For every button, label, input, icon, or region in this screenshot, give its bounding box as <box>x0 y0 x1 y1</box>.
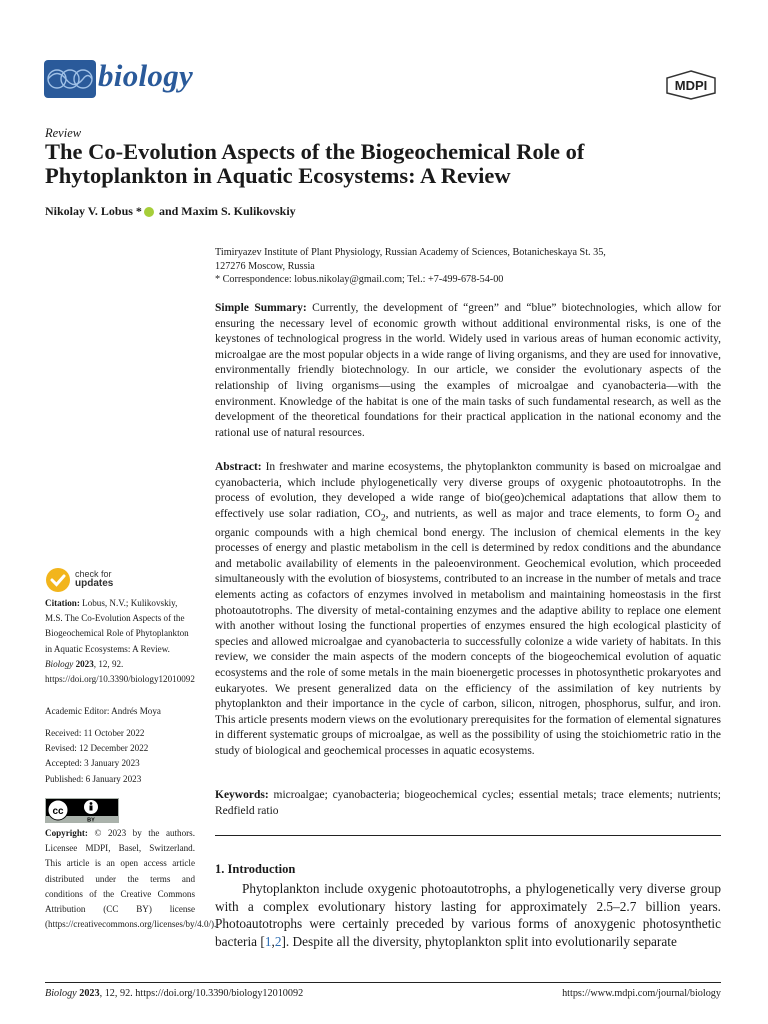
introduction-text <box>215 880 721 950</box>
footer-citation <box>45 988 303 999</box>
footer-year: 2023 <box>76 988 100 999</box>
footer-divider <box>45 982 721 983</box>
reference-link[interactable]: 2 <box>274 933 282 949</box>
check-updates-icon <box>45 567 71 593</box>
mdpi-logo-icon <box>665 70 717 100</box>
copyright-text: © 2023 by the authors. Licensee MDPI, Basel, Switzerland. This article is an open access article distributed under the terms and conditions of the Creative Commons Attribution (CC BY) license (https://creativecommons.org/licenses/by/4.0/). <box>45 828 217 930</box>
article-dates <box>45 726 195 787</box>
abstract <box>215 460 721 760</box>
article-title: The Co-Evolution Aspects of the Biogeochemical Role of Phytoplankton in Aquatic Ecosystems: A Review <box>45 139 585 188</box>
introduction-heading: 1. Introduction <box>215 862 296 876</box>
keywords <box>215 788 721 819</box>
subscript: 2 <box>380 512 386 524</box>
publisher-name: MDPI <box>674 78 708 93</box>
simple-summary-text: Currently, the development of “green” and “blue” biotechnologies, which allow for ensuring the necessary level of economic growth without additional environmental risks, is one of the keystones of technological progress in the world. Widely used in various areas of human economic activity, microalgae are the most popular objects in a wide range of living organisms, and they are used for innovative, environmentally friendly biotechnology. In our article, we consider the evolutionary aspects of the relationship of living organisms—using the examples of microalgae and cyanobacteria—with the environment. Knowledge of the habitat is one of the main tasks of such fundamental research, as well as the development of the theoretical foundations for their practical application in the national economy and the rational use of natural resources. <box>215 302 722 439</box>
reference-link[interactable]: 1 <box>264 933 272 949</box>
simple-summary-label: Simple Summary: <box>215 302 307 314</box>
footer-doi[interactable]: , 12, 92. https://doi.org/10.3390/biology12010092 <box>99 988 304 999</box>
section-divider <box>215 835 721 836</box>
affiliation-line: Timiryazev Institute of Plant Physiology, Russian Academy of Sciences, Botanicheskaya St. 35, <box>215 247 606 258</box>
check-line: check for <box>75 569 112 579</box>
article-type: Review <box>45 126 82 140</box>
check-for-updates-button[interactable] <box>45 566 165 594</box>
journal-name: biology <box>98 58 194 93</box>
date-accepted: Accepted: 3 January 2023 <box>45 758 140 769</box>
svg-text:cc: cc <box>52 806 64 817</box>
date-published: Published: 6 January 2023 <box>45 773 142 784</box>
abstract-text: In freshwater and marine ecosystems, the phytoplankton community is based on microalgae and cyanobacteria, which include phylogenetically very diverse groups of oxygenic photoautotrophs. In the process of evolution, they developed a wide range of bio(geo)chemical adaptations that allow them to effectively use solar radiation, CO <box>215 461 721 520</box>
author-separator: and <box>155 204 182 218</box>
author-name[interactable]: Maxim S. Kulikovskiy <box>181 204 296 218</box>
intro-text: Phytoplankton include oxygenic photoautotrophs, a phylogenetically very diverse group with a complex evolutionary history lasting for approximately 2.5–2.7 billion years. Photoautotrophs were certainly preceded by various forms of anoxygenic photosynthetic bacteria [ <box>215 881 721 949</box>
academic-editor: Academic Editor: Andrés Moya <box>45 706 161 716</box>
check-line: updates <box>75 578 114 589</box>
orcid-icon[interactable] <box>144 207 154 217</box>
abstract-text: and organic compounds with a high chemical bond energy. The inclusion of chemical elements in the key processes of energy and plastic metabolism in the cell is determined by redox conditions and the abundance and metabolic availability of elements in the paleoenvironment. Geochemical evolution, which proceeded simultaneously with the evolution of biosystems, contributed to an increase in the number of metals and trace elements acting as cofactors of enzymes involved in metabolism and maintaining homeostasis in the first photoautotrophs. The diversity of metal-containing enzymes and the adaptive ability to replace one element with another without losing the functional properties of enzymes ensured the high ecological plasticity of species and allowed microalgae and cyanobacteria to successfully colonize a wide variety of habitats. In this review, we consider the main aspects of the modern concepts of the biogeochemical evolution of aquatic ecosystems and the role of some metals in the main bioenergetic processes in photosynthetic prokaryotes and eukaryotes. We present generalized data on the efficiency of the assimilation of key nutrients by phytoplankton and their importance in the cycle of carbon, silicon, nitrogen, phosphorus, sulfur, and iron. This article presents modern views on the evolutionary prerequisites for the formation of elemental signatures in different systematic groups of microalgae, as well as the possibility of using the stoichiometric ratio in the study of biological and geochemical processes in aquatic ecosystems. <box>215 507 721 757</box>
simple-summary <box>215 301 721 441</box>
citation-doi-link[interactable]: , 12, 92. https://doi.org/10.3390/biology12010092 <box>45 658 195 685</box>
author-list <box>45 204 296 219</box>
copyright <box>45 826 217 932</box>
ref-separator: , <box>271 933 275 949</box>
cc-by-license-icon[interactable] <box>45 798 119 823</box>
subscript: 2 <box>694 512 700 524</box>
keywords-text: microalgae; cyanobacteria; biogeochemical cycles; essential metals; trace elements; nutrients; Redfield ratio <box>215 789 721 817</box>
citation <box>45 596 195 687</box>
citation-text: Lobus, N.V.; Kulikovskiy, M.S. The Co-Evolution Aspects of the Biogeochemical Role of Phytoplankton in Aquatic Ecosystems: A Review. <box>45 598 189 654</box>
footer-journal: Biology <box>45 988 77 999</box>
author-name[interactable]: Nikolay V. Lobus * <box>45 204 142 218</box>
date-received: Received: 11 October 2022 <box>45 728 145 738</box>
citation-label: Citation: <box>45 598 80 608</box>
cc-by-label: BY <box>87 817 95 823</box>
correspondence: * Correspondence: lobus.nikolay@gmail.com; Tel.: +7-499-678-54-00 <box>215 274 504 285</box>
footer-journal-url[interactable]: https://www.mdpi.com/journal/biology <box>562 988 721 999</box>
affiliation <box>215 246 715 287</box>
intro-text: ]. Despite all the diversity, phytoplankton split into evolutionarily separate <box>281 933 677 949</box>
affiliation-line: 127276 Moscow, Russia <box>215 260 315 272</box>
biology-logo-icon <box>44 60 96 98</box>
citation-year: 2023 <box>73 658 94 669</box>
copyright-label: Copyright: <box>45 828 88 838</box>
abstract-text: , and nutrients, as well as major and trace elements, to form O <box>385 507 695 520</box>
keywords-label: Keywords: <box>215 789 269 801</box>
check-for-updates-label <box>75 569 113 589</box>
date-revised: Revised: 12 December 2022 <box>45 743 149 754</box>
citation-journal: Biology <box>45 658 74 669</box>
abstract-label: Abstract: <box>215 461 262 473</box>
